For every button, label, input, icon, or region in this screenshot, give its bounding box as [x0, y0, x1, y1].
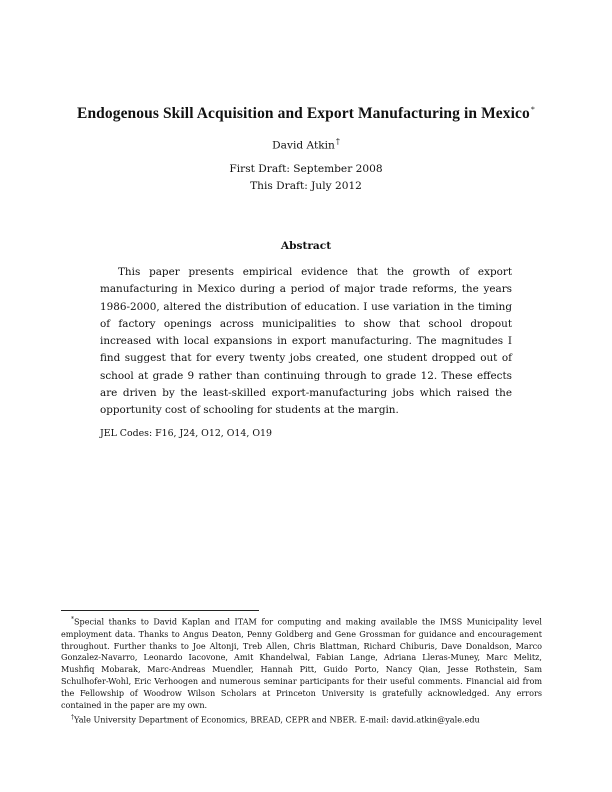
footnote-mark: *: [71, 616, 74, 623]
this-draft-date: This Draft: July 2012: [250, 180, 362, 192]
first-draft-date: First Draft: September 2008: [229, 163, 383, 175]
footnote-text: Special thanks to David Kaplan and ITAM for computing and making available the IMSS Municipality level employment data. Thanks to Angus Deaton, Penny Goldberg and Gene Grossman for guidance and encouragement throughout. Further thanks to Joe Altonji, Treb Allen, Chris Blattman, Richard Chiburis, Dave Donaldson, Marco Gonzalez-Navarro, Leonardo Iacovone, Amit Khandelwal, Fabian Lange, Adriana Lleras-Muney, Marc Melitz, Mushfiq Mobarak, Marc-Andreas Muendler, Hannah Pitt, Guido Porto, Nancy Qian, Jesse Rothstein, Sam Schulhofer-Wohl, Eric Verhoogen and numerous seminar participants for their useful comments. Financial aid from the Fellowship of Woodrow Wilson Scholars at Princeton University is gratefully acknowledged. Any errors contained in the paper are my own.: [61, 616, 542, 711]
jel-codes: JEL Codes: F16, J24, O12, O14, O19: [100, 428, 272, 439]
title-footnote-mark: *: [530, 105, 535, 114]
footnote-acknowledgements: [61, 614, 542, 712]
author-line: [0, 137, 612, 152]
footnote-affiliation: [61, 712, 542, 727]
footnote-divider: [61, 610, 259, 611]
footnote-mark: †: [71, 713, 74, 721]
paper-title: [0, 105, 612, 123]
abstract-heading: Abstract: [280, 240, 332, 252]
title-text: Endogenous Skill Acquisition and Export Manufacturing in Mexico: [77, 105, 530, 123]
author-footnote-mark: †: [335, 137, 340, 146]
footnotes: [61, 614, 542, 727]
author-name: David Atkin: [272, 139, 335, 152]
footnote-text: Yale University Department of Economics, BREAD, CEPR and NBER. E-mail: david.atkin@yale.edu: [74, 714, 480, 725]
abstract-body: This paper presents empirical evidence that the growth of export manufacturing in Mexico during a period of major trade reforms, the years 1986-2000, altered the distribution of education. I use variation in the timing of factory openings across municipalities to show that school dropout increased with local expansions in export manufacturing. The magnitudes I find suggest that for every twenty jobs created, one student dropped out of school at grade 9 rather than continuing through to grade 12. These effects are driven by the least-skilled export-manufacturing jobs which raised the opportunity cost of schooling for students at the margin.: [100, 266, 512, 417]
